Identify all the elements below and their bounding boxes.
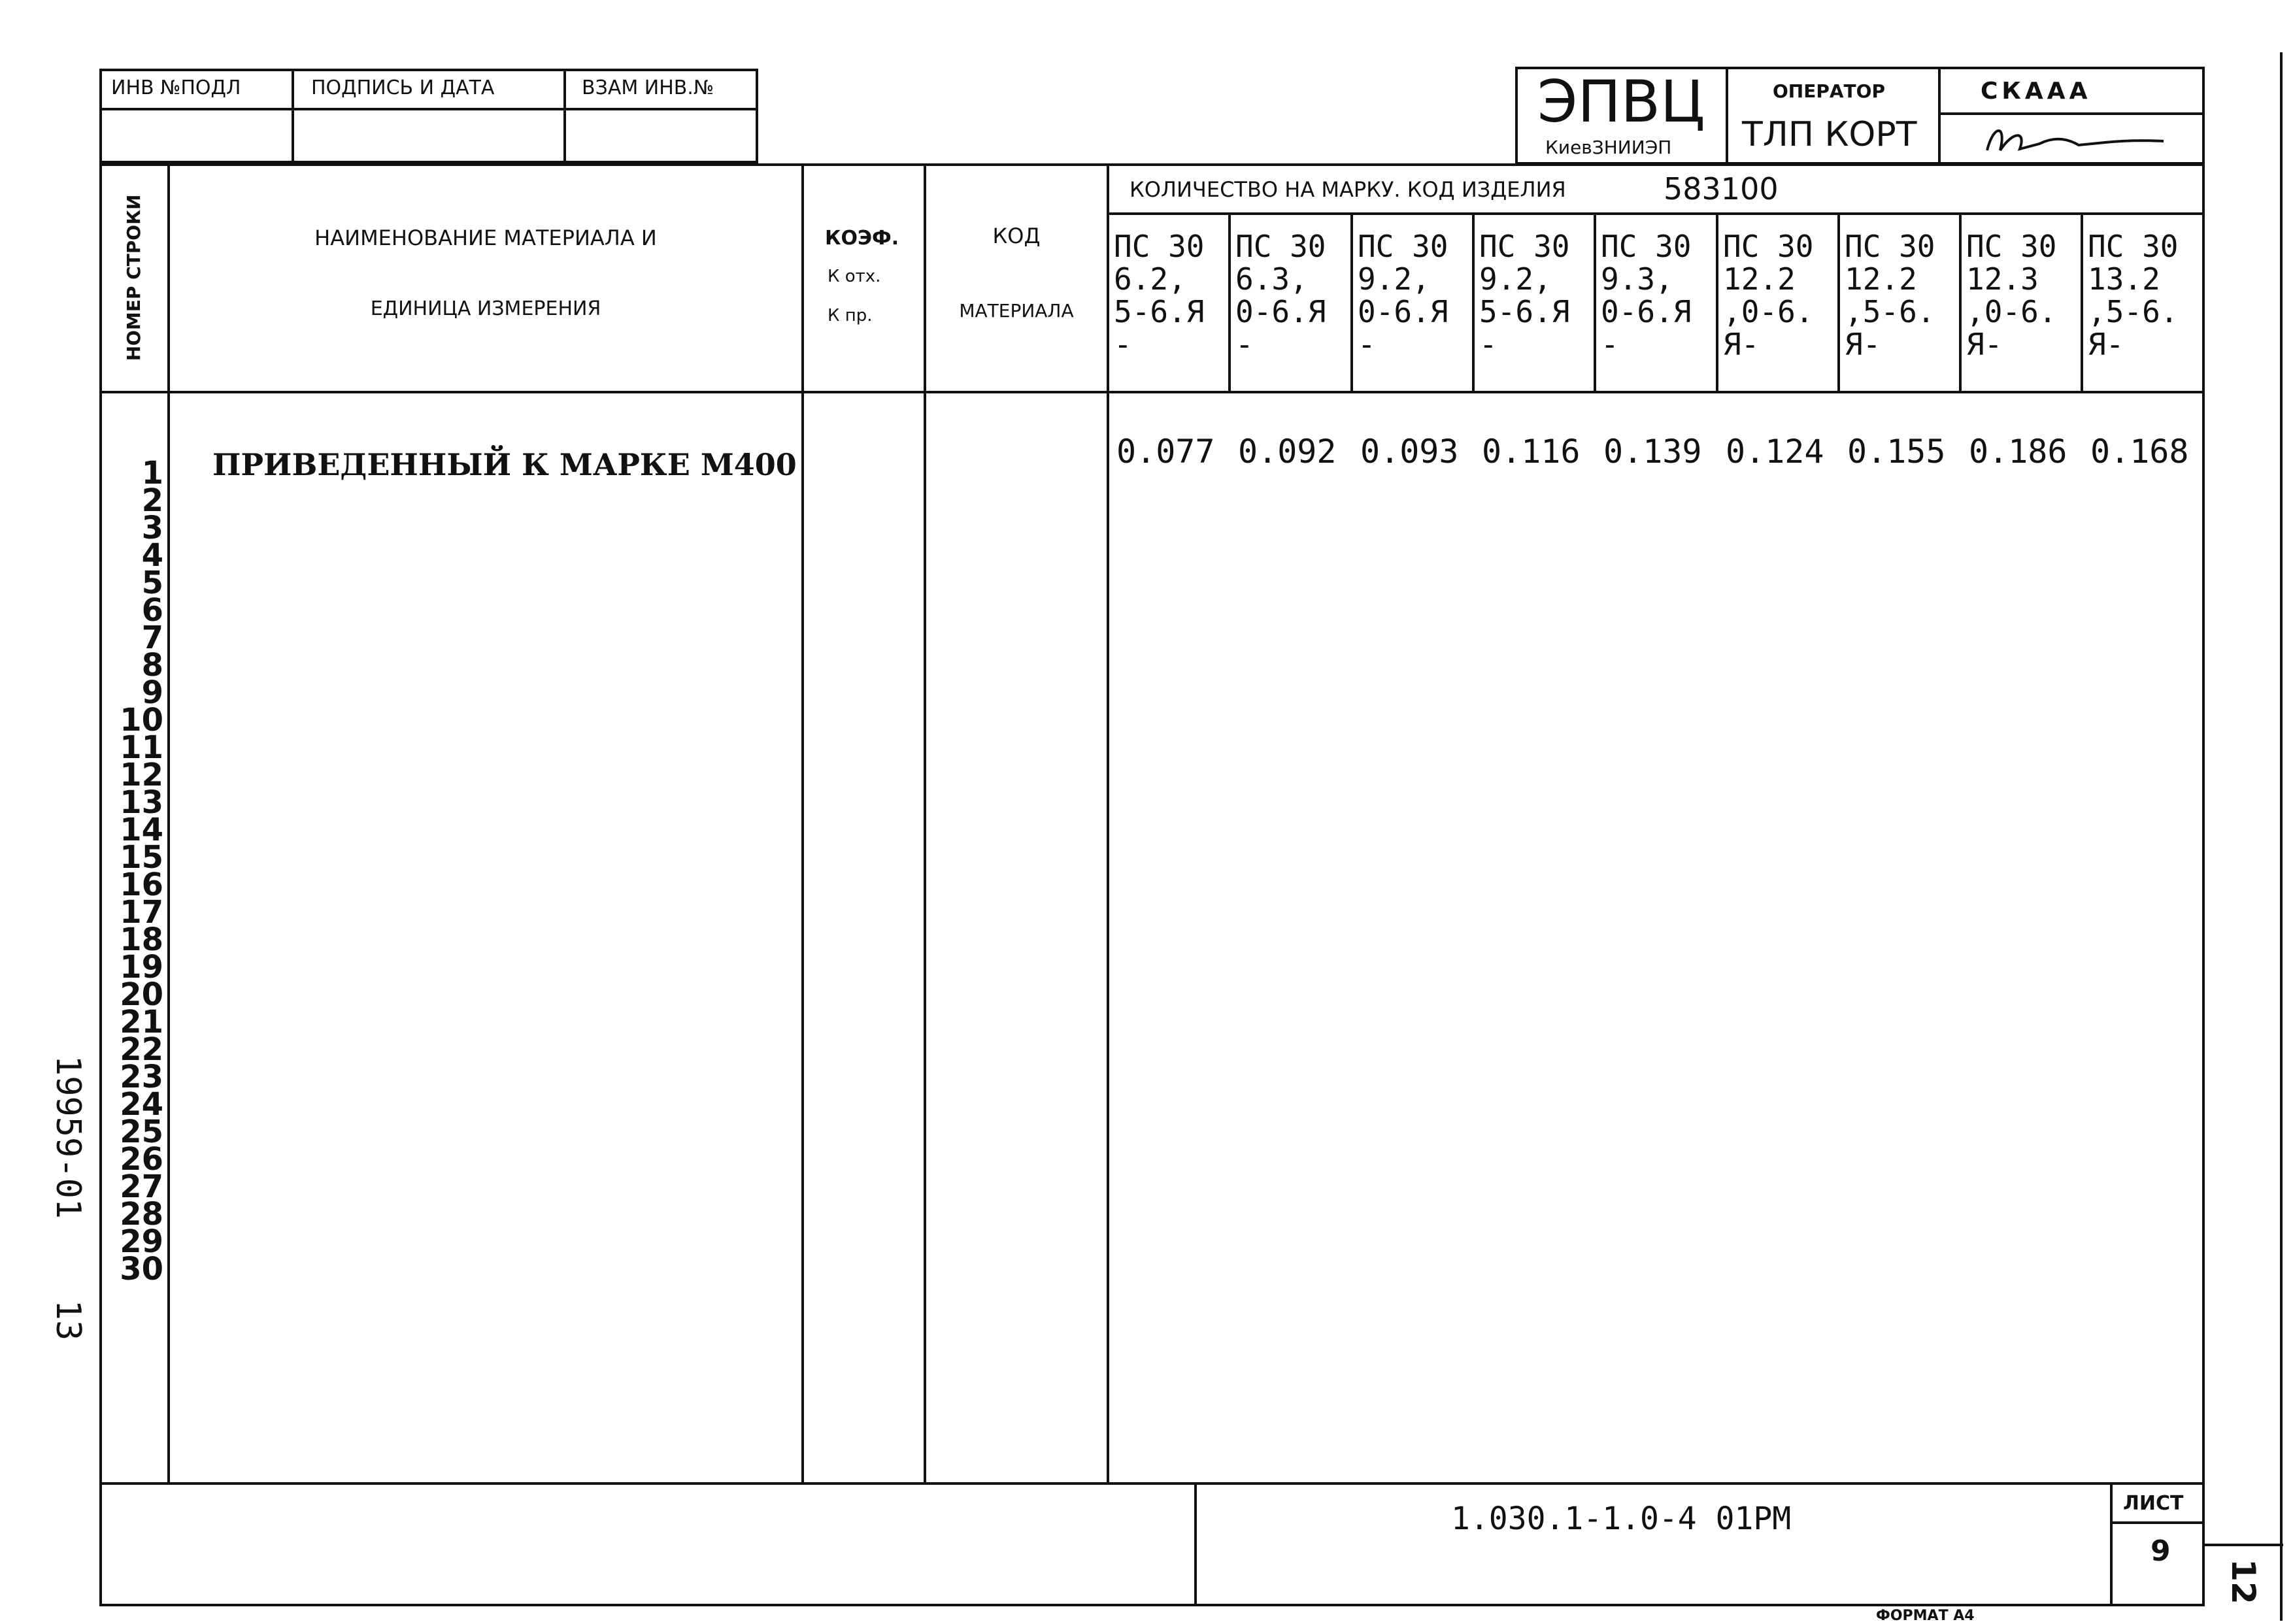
row-number: 1 xyxy=(141,455,163,491)
quantity-value: 0.092 xyxy=(1238,433,1337,471)
quantity-value: 0.139 xyxy=(1603,433,1702,471)
main-table xyxy=(99,163,2205,1606)
row-number: 18 xyxy=(120,921,163,958)
row-number: 17 xyxy=(120,894,163,931)
row-number-header: НОМЕР СТРОКИ xyxy=(123,194,144,361)
row-number: 15 xyxy=(120,839,163,876)
row-number: 10 xyxy=(120,702,163,738)
row-number: 26 xyxy=(120,1141,163,1178)
row-number: 3 xyxy=(141,510,163,546)
quantity-header: КОЛИЧЕСТВО НА МАРКУ. КОД ИЗДЕЛИЯ xyxy=(1130,177,1566,202)
quantity-value: 0.116 xyxy=(1482,433,1581,471)
stamp-inv-podl: ИНВ №ПОДЛ xyxy=(111,76,241,99)
row-number: 8 xyxy=(141,647,163,684)
row-number: 28 xyxy=(120,1196,163,1233)
row-number: 6 xyxy=(141,592,163,629)
material-name: ПРИВЕДЕННЫЙ К МАРКЕ М400 xyxy=(212,447,797,482)
inventory-number: 19959-01 xyxy=(48,1055,88,1219)
operator-value: ТЛП КОРТ xyxy=(1742,115,1917,154)
column-code: ПС 30 13.2 ,5-6. Я- xyxy=(2088,229,2179,362)
column-code: ПС 30 9.3, 0-6.Я - xyxy=(1601,229,1692,362)
row-number: 25 xyxy=(120,1114,163,1150)
coef-header-line2: К отх. xyxy=(828,267,881,286)
quantity-value: 0.093 xyxy=(1360,433,1459,471)
row-number: 21 xyxy=(120,1004,163,1040)
column-code: ПС 30 9.2, 5-6.Я - xyxy=(1479,229,1570,362)
row-number: 13 xyxy=(120,784,163,821)
row-number: 30 xyxy=(120,1251,163,1287)
row-number: 4 xyxy=(141,537,163,574)
row-number: 11 xyxy=(120,729,163,766)
coef-header-line3: К пр. xyxy=(828,306,873,325)
quantity-value: 0.124 xyxy=(1726,433,1824,471)
check-label: СКААА xyxy=(1981,78,2092,105)
code-header-line2: МАТЕРИАЛА xyxy=(959,300,1074,322)
column-code: ПС 30 9.2, 0-6.Я - xyxy=(1358,229,1448,362)
document-code: 1.030.1-1.0-4 01РМ xyxy=(1451,1500,1792,1537)
row-number: 23 xyxy=(120,1059,163,1095)
row-number: 27 xyxy=(120,1168,163,1205)
code-header-line1: КОД xyxy=(992,224,1041,248)
quantity-value: 0.168 xyxy=(2090,433,2189,471)
row-number: 5 xyxy=(141,565,163,601)
row-number: 19 xyxy=(120,949,163,986)
org-main-name: ЭПВЦ xyxy=(1537,68,1705,135)
stamp-vzam-inv: ВЗАМ ИНВ.№ xyxy=(582,76,714,99)
quantity-value: 0.186 xyxy=(1969,433,2067,471)
row-number: 24 xyxy=(120,1086,163,1123)
row-number: 14 xyxy=(120,812,163,848)
org-sub-name: КиевЗНИИЭП xyxy=(1545,137,1672,158)
side-number: 13 xyxy=(48,1299,88,1341)
row-number: 22 xyxy=(120,1031,163,1068)
row-number: 20 xyxy=(120,976,163,1013)
row-number: 12 xyxy=(120,757,163,793)
column-code: ПС 30 12.2 ,0-6. Я- xyxy=(1723,229,1814,362)
column-code: ПС 30 6.2, 5-6.Я - xyxy=(1114,229,1205,362)
row-number: 16 xyxy=(120,867,163,903)
row-number: 9 xyxy=(141,674,163,711)
column-code: ПС 30 12.3 ,0-6. Я- xyxy=(1966,229,2057,362)
product-code: 583100 xyxy=(1664,171,1779,207)
format-label: ФОРМАТ А4 xyxy=(1876,1608,1975,1624)
quantity-value: 0.155 xyxy=(1847,433,1946,471)
sheet-label: ЛИСТ xyxy=(2123,1492,2184,1515)
operator-label: ОПЕРАТОР xyxy=(1773,80,1885,102)
quantity-value: 0.077 xyxy=(1116,433,1215,471)
signature-scribble xyxy=(1981,118,2177,161)
coef-header-line1: КОЭФ. xyxy=(825,227,899,250)
row-number: 2 xyxy=(141,482,163,519)
column-code: ПС 30 12.2 ,5-6. Я- xyxy=(1845,229,1935,362)
row-number: 29 xyxy=(120,1223,163,1260)
row-number: 7 xyxy=(141,620,163,656)
material-name-header-line2: ЕДИНИЦА ИЗМЕРЕНИЯ xyxy=(370,297,601,320)
column-code: ПС 30 6.3, 0-6.Я - xyxy=(1235,229,1326,362)
stamp-podpis-data: ПОДПИСЬ И ДАТА xyxy=(311,76,495,99)
sheet-number: 9 xyxy=(2151,1534,2171,1568)
material-name-header-line1: НАИМЕНОВАНИЕ МАТЕРИАЛА И xyxy=(314,225,657,250)
page-number: 12 xyxy=(2224,1559,2262,1604)
